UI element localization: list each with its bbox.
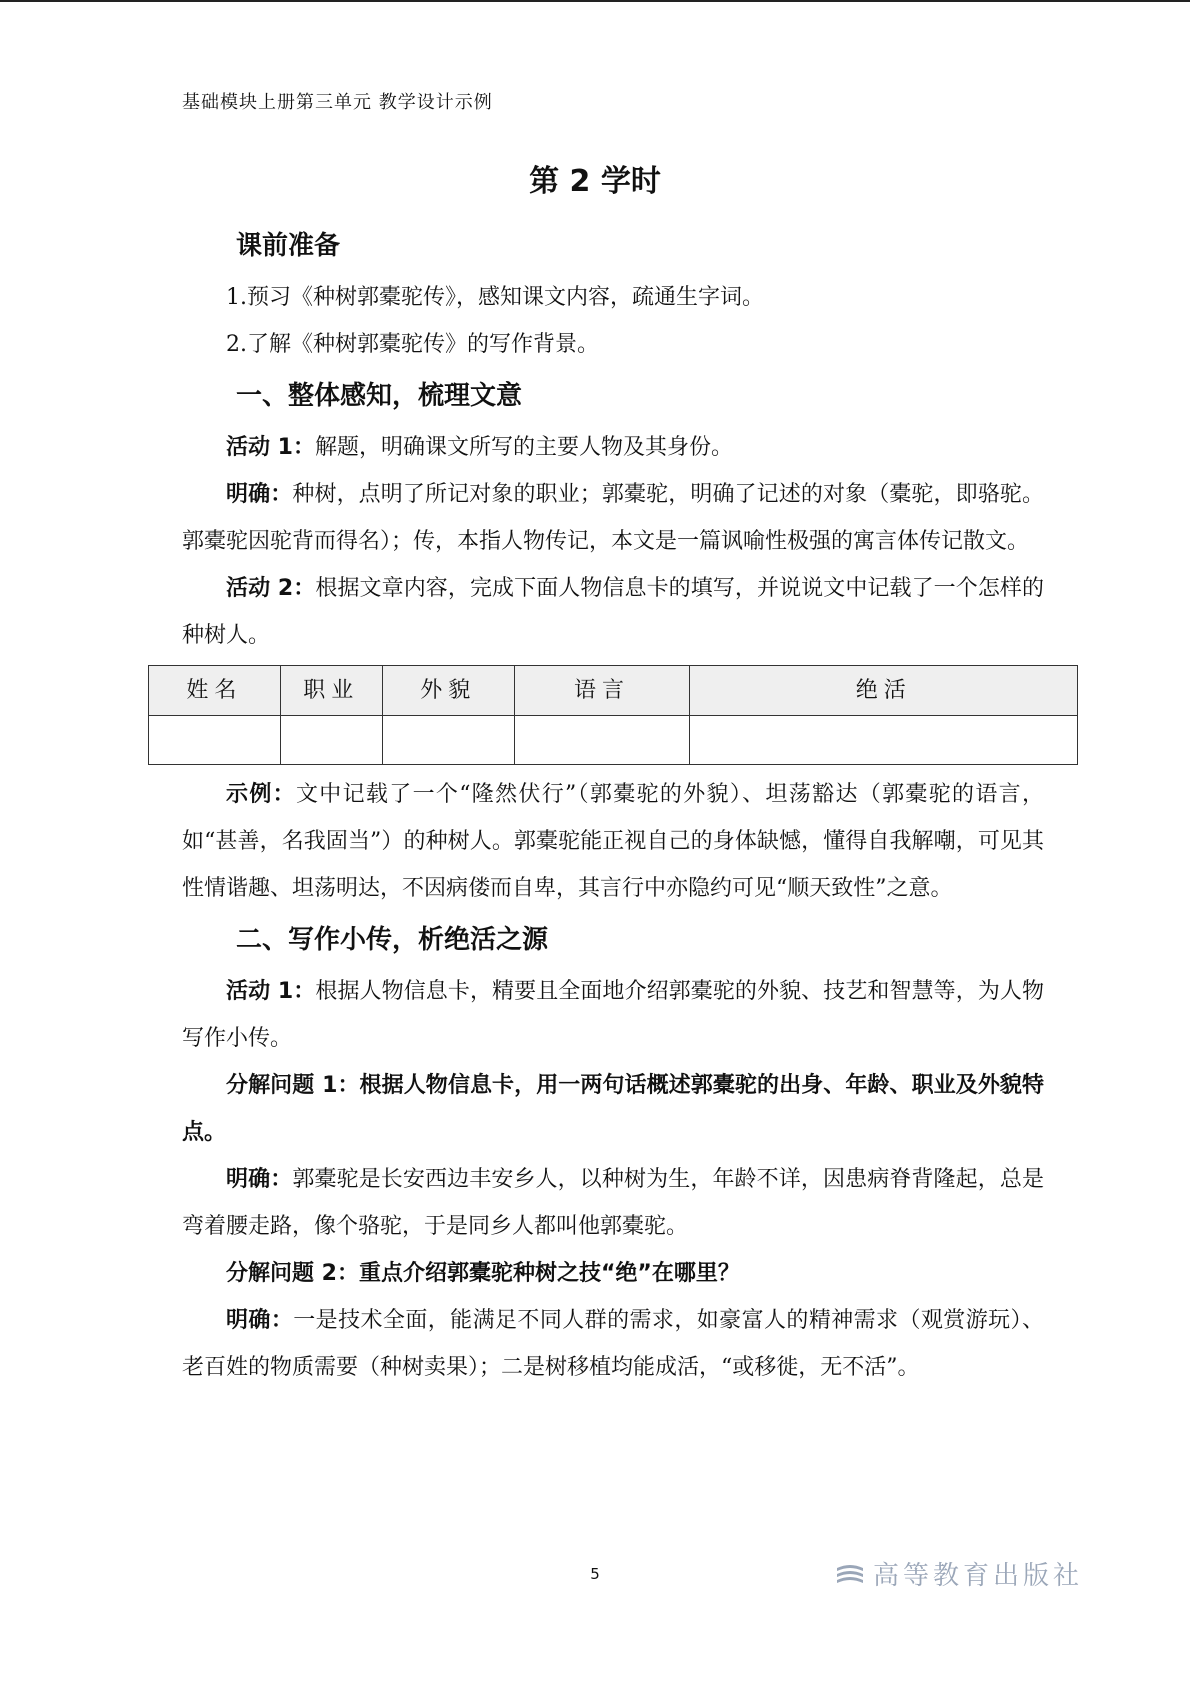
table-cell-language[interactable] xyxy=(514,716,690,765)
section2-heading: 二、写作小传，析绝活之源 xyxy=(236,925,549,955)
s2-clarify-q1 xyxy=(182,1156,1044,1250)
s2-question1: 分解问题 1：根据人物信息卡，用一两句话概述郭橐驼的出身、年龄、职业及外貌特点。 xyxy=(182,1073,1044,1145)
running-header: 基础模块上册第三单元 教学设计示例 xyxy=(182,92,493,113)
s2-question2: 分解问题 2：重点介绍郭橐驼种树之技“绝”在哪里？ xyxy=(226,1261,740,1286)
table-cell-appearance[interactable] xyxy=(382,716,514,765)
s1-example-label: 示例： xyxy=(226,782,296,807)
top-rule xyxy=(0,0,1190,2)
prep-item-1: 1.预习《种树郭橐驼传》，感知课文内容，疏通生字词。 xyxy=(226,285,764,310)
table-cell-occupation[interactable] xyxy=(280,716,382,765)
table-cell-name[interactable] xyxy=(149,716,281,765)
publisher-emblem-icon xyxy=(835,1562,865,1586)
s2-clarify-q2-text: 一是技术全面，能满足不同人群的需求，如豪富人的精神需求（观赏游玩）、老百姓的物质需要（种树卖果）；二是树移植均能成活，“或移徙，无不活”。 xyxy=(182,1308,1044,1380)
table-header-appearance: 外貌 xyxy=(382,666,514,716)
s1-example-text: 文中记载了一个“隆然伏行”（郭橐驼的外貌）、坦荡豁达（郭橐驼的语言，如“甚善，名我固当”）的种树人。郭橐驼能正视自己的身体缺憾，懂得自我解嘲，可见其性情谐趣、坦荡明达，不因病偻而自卑，其言行中亦隐约可见“顺天致性”之意。 xyxy=(182,782,1044,901)
s1-activity1-text: 解题，明确课文所写的主要人物及其身份。 xyxy=(314,435,733,460)
table-header-occupation: 职业 xyxy=(280,666,382,716)
table-header-skill: 绝活 xyxy=(690,666,1078,716)
s1-example xyxy=(182,771,1044,912)
publisher-name: 高等教育出版社 xyxy=(873,1561,1084,1591)
s1-clarify1 xyxy=(182,471,1044,565)
s1-activity1 xyxy=(182,424,1044,471)
s1-activity1-label: 活动 1： xyxy=(226,435,315,460)
prep-heading: 课前准备 xyxy=(236,231,341,261)
s1-activity2-text: 根据文章内容，完成下面人物信息卡的填写，并说说文中记载了一个怎样的种树人。 xyxy=(182,576,1044,648)
table-header-row xyxy=(149,666,1078,716)
table-row xyxy=(149,716,1078,765)
section1-heading: 一、整体感知，梳理文意 xyxy=(236,381,523,411)
table-header-language: 语言 xyxy=(514,666,690,716)
table-cell-skill[interactable] xyxy=(690,716,1078,765)
page-title: 第 2 学时 xyxy=(529,164,661,199)
s2-clarify-q1-label: 明确： xyxy=(226,1167,293,1192)
s2-clarify-q2 xyxy=(182,1297,1044,1391)
s1-activity2-label: 活动 2： xyxy=(226,576,316,601)
s2-clarify-q2-label: 明确： xyxy=(226,1308,294,1333)
page-number: 5 xyxy=(590,1565,600,1583)
s1-activity2 xyxy=(182,565,1044,659)
prep-item-2: 2.了解《种树郭橐驼传》的写作背景。 xyxy=(226,332,599,357)
character-info-table xyxy=(148,665,1078,765)
s2-activity1 xyxy=(182,968,1044,1062)
publisher-logo xyxy=(835,1555,1083,1592)
table-header-name: 姓名 xyxy=(149,666,281,716)
s2-activity1-label: 活动 1： xyxy=(226,979,316,1004)
s2-clarify-q1-text: 郭橐驼是长安西边丰安乡人，以种树为生，年龄不详，因患病脊背隆起，总是弯着腰走路，像个骆驼，于是同乡人都叫他郭橐驼。 xyxy=(182,1167,1044,1239)
document-body xyxy=(182,218,1044,1391)
s1-clarify1-text: 种树，点明了所记对象的职业；郭橐驼，明确了记述的对象（橐驼，即骆驼。郭橐驼因驼背而得名）；传，本指人物传记，本文是一篇讽喻性极强的寓言体传记散文。 xyxy=(182,482,1044,554)
s1-clarify1-label: 明确： xyxy=(226,482,293,507)
s2-activity1-text: 根据人物信息卡，精要且全面地介绍郭橐驼的外貌、技艺和智慧等，为人物写作小传。 xyxy=(182,979,1044,1051)
